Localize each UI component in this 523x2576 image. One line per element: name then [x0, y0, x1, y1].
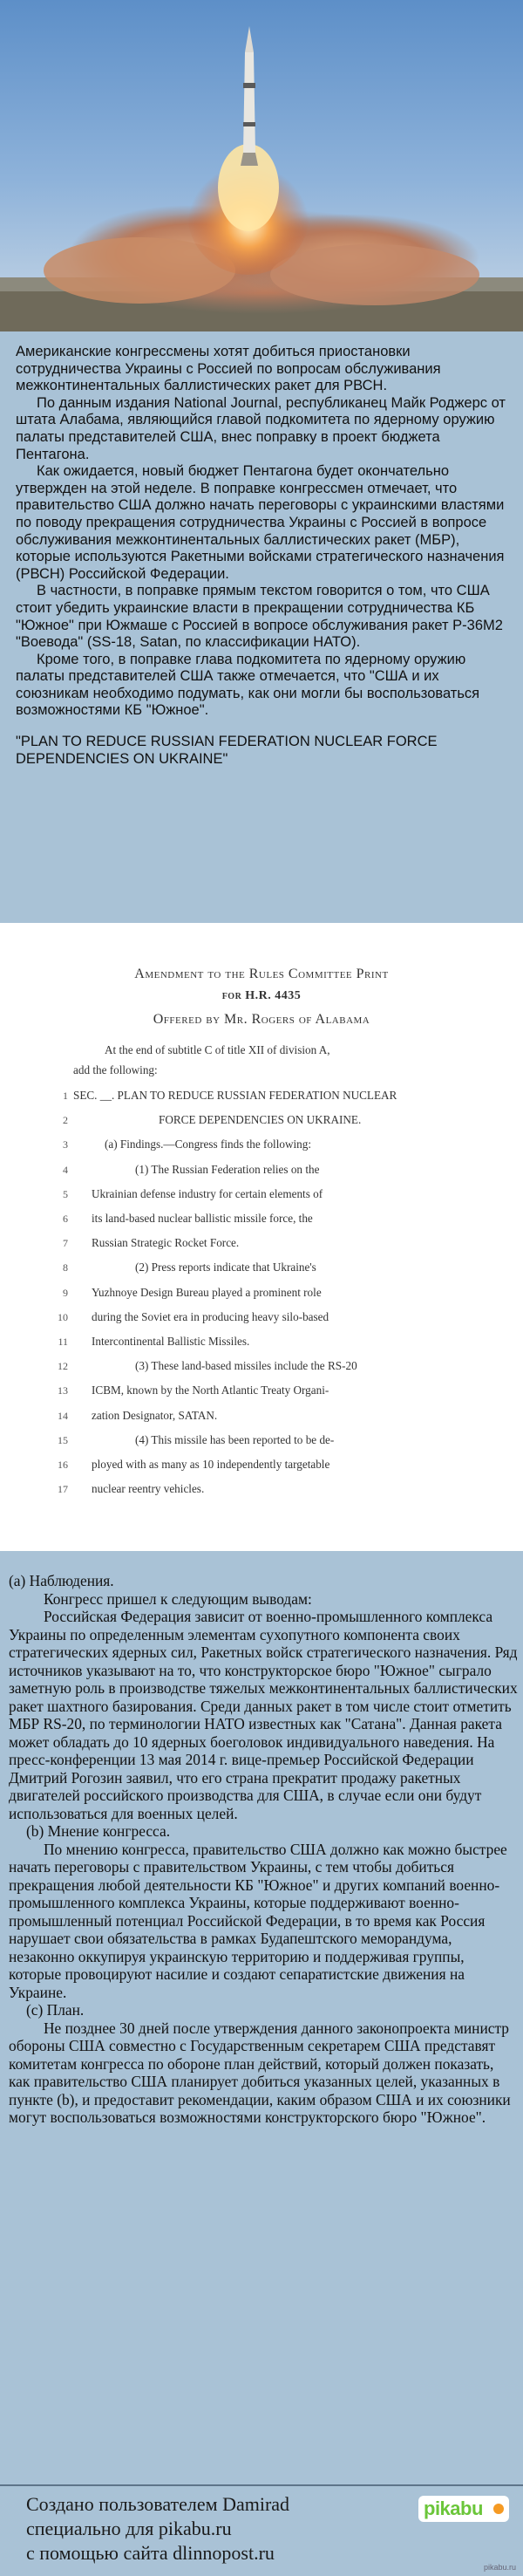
document-line-text: (1) The Russian Federation relies on the: [135, 1162, 320, 1176]
document-line-text: (3) These land-based missiles include the RS-20: [135, 1359, 357, 1373]
translation-body-c: Не позднее 30 дней после утверждения данного законопроекта министр обороны США совместно с Государственным секретарем США представят комитетам конгресса по обороне план действий, который должен показать, как правительство США планирует добиться указанных целей, указанных в пункте (b), и предоставит рекомендации, каким образом США и их союзники могут воспользоваться возможностями конструкторского бюро "Южное".: [9, 2019, 511, 2126]
amendment-document-scan: [0, 923, 523, 1551]
document-line-number: 11: [58, 1336, 68, 1348]
document-line-text: FORCE DEPENDENCIES ON UKRAINE.: [159, 1113, 362, 1127]
document-line-number: 7: [63, 1237, 68, 1250]
document-bill-number: for H.R. 4435: [221, 989, 302, 1002]
translation-text: [9, 1572, 518, 2127]
article-text: [16, 344, 511, 768]
document-line-text: SEC. __. PLAN TO REDUCE RUSSIAN FEDERATION NUCLEAR: [73, 1089, 397, 1102]
translation-intro-a: Конгресс пришел к следующим выводам:: [44, 1589, 312, 1608]
amendment-title-quote: "PLAN TO REDUCE RUSSIAN FEDERATION NUCLEAR FORCE DEPENDENCIES ON UKRAINE": [16, 734, 438, 767]
credit-author: Создано пользователем Damirad: [26, 2493, 290, 2515]
document-line-number: 17: [58, 1483, 68, 1496]
document-line-text: zation Designator, SATAN.: [92, 1408, 218, 1422]
translation-heading-a: (а) Наблюдения.: [9, 1572, 114, 1589]
document-line-number: 5: [63, 1187, 68, 1200]
document-line-number: 6: [63, 1213, 68, 1225]
pikabu-logo[interactable]: [418, 2496, 509, 2522]
document-line-text: ICBM, known by the North Atlantic Treaty Organi-: [92, 1384, 329, 1397]
document-line-text: Intercontinental Ballistic Missiles.: [92, 1335, 250, 1348]
document-line-text: its land-based nuclear ballistic missile force, the: [92, 1212, 313, 1225]
document-line-number: 4: [63, 1163, 68, 1176]
article-paragraph: Как ожидается, новый бюджет Пентагона будет окончательно утвержден на этой неделе. В поправке конгрессмен отмечает, что правительство США должно начать переговоры с украинскими властями по поводу прекращения сотрудничества Украины с Россией в вопросе обслуживания межконтинентальных баллистических ракет (МБР), которые используются Ракетными войсками стратегического назначения (РВСН) Российской Федерации.: [16, 463, 505, 582]
document-line-text: (4) This missile has been reported to be de-: [135, 1432, 335, 1446]
pikabu-logo-text: pikabu: [424, 2497, 483, 2519]
translation-heading-c: (с) План.: [26, 2001, 85, 2019]
document-line-number: 8: [63, 1261, 68, 1274]
watermark: pikabu.ru: [483, 2563, 516, 2572]
document-line-text: nuclear reentry vehicles.: [92, 1482, 205, 1496]
document-line-number: 1: [63, 1090, 68, 1102]
document-line-number: 3: [63, 1138, 68, 1151]
document-line-number: 12: [58, 1360, 68, 1373]
translation-body-a: Российская Федерация зависит от военно-промышленного комплекса Украины по определенным элементам сухопутного компонента своих стратегических ядерных сил, Ракетных войск стратегического назначения. Ряд источников указывают на то, что конструкторское бюро "Южное" сыграло заметную роль в производстве тяжелых межконтинентальных баллистических ракет шахтного базирования. Среди данных ракет в том числе стоит отметить МБР RS-20, по терминологии НАТО известных как "Сатана". Данная ракета может обладать до 10 ядерных боеголовок индивидуального наведения. На пресс-конференции 13 мая 2014 г. вице-премьер Российской Федерации Дмитрий Рогозин заявил, что его страна прекратит продажу ракетных двигателей российского производства для США, в случае если они будут использоваться для военных целей.: [9, 1608, 518, 1822]
article-paragraph: По данным издания National Journal, республиканец Майк Роджерс от штата Алабама, являющийся главой подкомитета по ядерному оружию палаты представителей США, внес поправку в проект бюджета Пентагона.: [16, 394, 506, 462]
pikabu-logo-dot-icon: [493, 2504, 504, 2514]
translation-body-b: По мнению конгресса, правительство США должно как можно быстрее начать переговоры с правительством Украины, с тем чтобы добиться прекращения любой деятельности КБ "Южное" и других компаний военно-промышленного комплекса Украины, которые поддерживают военно-промышленный потенциал Российской Федерации, в то время как Россия нарушает свои обязательства в рамках Будапештского меморандума, незаконно оккупируя украинскую территорию и поддерживая группы, которые провоцируют насилие и создают сепаратистские движения на Украине.: [9, 1840, 507, 2001]
article-paragraph: Кроме того, в поправке глава подкомитета по ядерному оружию палаты представителей США также отмечается, что "США и их союзникам необходимо подумать, как они могли бы воспользоваться возможностями КБ "Южное".: [16, 651, 480, 719]
document-line-number: 13: [58, 1384, 68, 1397]
document-line-number: 14: [58, 1409, 68, 1422]
article-section: [0, 333, 523, 923]
document-line-text: (a) Findings.—Congress finds the following:: [105, 1138, 311, 1151]
document-line-number: 9: [63, 1286, 68, 1299]
document-intro-line: At the end of subtitle C of title XII of division A,: [105, 1043, 330, 1056]
document-intro-line: add the following:: [73, 1063, 158, 1076]
document-line-text: Yuzhnoye Design Bureau played a prominent role: [92, 1285, 322, 1299]
translation-section: [0, 1551, 523, 2484]
article-paragraph: Американские конгрессмены хотят добиться приостановки сотрудничества Украины с Россией по вопросам обслуживания межконтинентальных баллистических ракет для РВСН.: [16, 344, 441, 394]
document-line-number: 10: [58, 1310, 68, 1323]
document-heading: Amendment to the Rules Committee Print: [134, 967, 389, 981]
article-paragraph: В частности, в поправке прямым текстом говорится о том, что США стоит убедить украинские власти в прекращении сотрудничества КБ "Южное" при Южмаше с Россией в вопросе обслуживания ракет Р-36М2 "Воевода" (SS-18, Satan, по классификации НАТО).: [16, 583, 503, 651]
credits-footer: [0, 2484, 523, 2576]
rocket-launch-photo: [0, 0, 523, 331]
document-sponsor: Offered by Mr. Rogers of Alabama: [153, 1012, 370, 1027]
document-line-text: (2) Press reports indicate that Ukraine's: [135, 1261, 316, 1274]
document-line-number: 16: [58, 1459, 68, 1471]
credit-site: специально для pikabu.ru: [26, 2518, 232, 2539]
document-line-number: 15: [58, 1433, 68, 1446]
document-line-text: ployed with as many as 10 independently targetable: [92, 1458, 330, 1471]
document-line-text: Ukrainian defense industry for certain elements of: [92, 1186, 323, 1200]
credit-generator: с помощью сайта dlinnopost.ru: [26, 2542, 275, 2564]
document-line-text: Russian Strategic Rocket Force.: [92, 1236, 240, 1250]
document-line-text: during the Soviet era in producing heavy silo-based: [92, 1309, 329, 1323]
document-line-number: 2: [63, 1114, 68, 1127]
translation-heading-b: (b) Мнение конгресса.: [26, 1822, 171, 1840]
